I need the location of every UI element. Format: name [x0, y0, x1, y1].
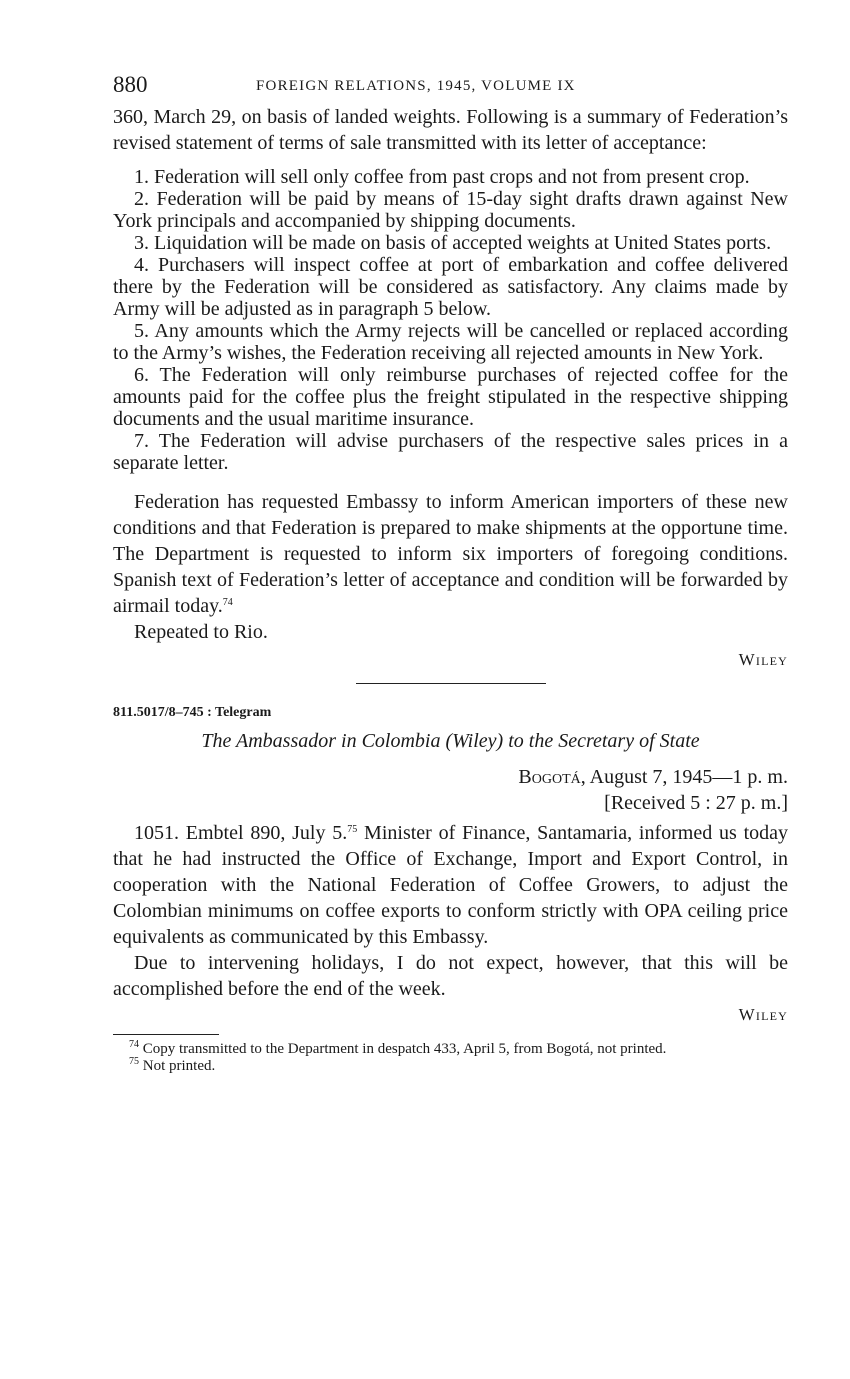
footnote-ref-74: 74	[222, 597, 233, 608]
footnote-74	[113, 1041, 788, 1058]
term-item-3: 3. Liquidation will be made on basis of accepted weights at United States ports.	[134, 232, 772, 254]
intro-paragraph: 360, March 29, on basis of landed weights. Following is a summary of Federation’s revised statement of terms of sale transmitted with its letter of acceptance:	[113, 106, 788, 154]
term-item-1: 1. Federation will sell only coffee from past crops and not from present crop.	[134, 166, 750, 188]
place-name: Bogotá	[518, 766, 581, 788]
term-item-4: 4. Purchasers will inspect coffee at port of embarkation and coffee delivered there by the Federation will be considered as satisfactory. Any claims made by Army will be adjusted as in paragraph 5 below.	[113, 254, 788, 320]
request-text: Federation has requested Embassy to inform American importers of these new conditions and that Federation is prepared to make shipments at the opportune time. The Department is requested to inform six importers of foregoing conditions. Spanish text of Federation’s letter of acceptance and condition will be forwarded by airmail today.	[113, 491, 788, 617]
signature-wiley-2: Wiley	[738, 1005, 788, 1024]
footnote-divider	[113, 1034, 219, 1035]
telegram-para1-rest: Minister of Finance, Santamaria, informed us today that he had instructed the Office of Exchange, Import and Export Control, in cooperation with the National Federation of Coffee Growers, to adjust the Colombian minimums on coffee exports to conform strictly with OPA ceiling price equivalents as communicated by this Embassy.	[113, 822, 789, 948]
signature-wiley-1: Wiley	[738, 650, 788, 669]
term-item-7: 7. The Federation will advise purchasers of the respective sales prices in a separate letter.	[113, 430, 788, 474]
document-page	[113, 70, 788, 1075]
page-number: 880	[113, 72, 148, 97]
term-item-2: 2. Federation will be paid by means of 15-day sight drafts drawn against New York principals and accompanied by shipping documents.	[113, 188, 788, 232]
terms-list	[113, 166, 788, 474]
received-time: [Received 5 : 27 p. m.]	[604, 792, 788, 814]
dateline	[113, 764, 788, 816]
section-divider	[356, 683, 546, 684]
telegram-para1-start: 1051. Embtel 890, July 5.	[134, 822, 348, 844]
running-header-title: FOREIGN RELATIONS, 1945, VOLUME IX	[256, 78, 576, 94]
footnote-74-mark: 74	[129, 1039, 139, 1050]
footnote-75-mark: 75	[129, 1056, 139, 1067]
date-time: , August 7, 1945—1 p. m.	[580, 766, 788, 788]
footnote-75-text: Not printed.	[139, 1058, 216, 1074]
footnote-75	[113, 1058, 788, 1075]
footnote-74-text: Copy transmitted to the Department in despatch 433, April 5, from Bogotá, not printed.	[139, 1041, 667, 1057]
term-item-5: 5. Any amounts which the Army rejects will be cancelled or replaced according to the Army’s wishes, the Federation receiving all rejected amounts in New York.	[113, 320, 788, 364]
footnote-ref-75: 75	[347, 824, 358, 835]
document-reference: 811.5017/8–745 : Telegram	[113, 705, 272, 720]
running-header	[113, 70, 788, 104]
request-paragraph	[113, 489, 788, 619]
document-title: The Ambassador in Colombia (Wiley) to the Secretary of State	[201, 730, 700, 752]
date-place-line	[113, 764, 788, 790]
repeated-line: Repeated to Rio.	[134, 621, 268, 643]
telegram-paragraph-1	[113, 820, 788, 950]
term-item-6: 6. The Federation will only reimburse purchases of rejected coffee for the amounts paid for the coffee plus the freight stipulated in the respective shipping documents and the usual maritime insurance.	[113, 364, 788, 430]
telegram-paragraph-2: Due to intervening holidays, I do not expect, however, that this will be accomplished before the end of the week.	[113, 952, 788, 1000]
